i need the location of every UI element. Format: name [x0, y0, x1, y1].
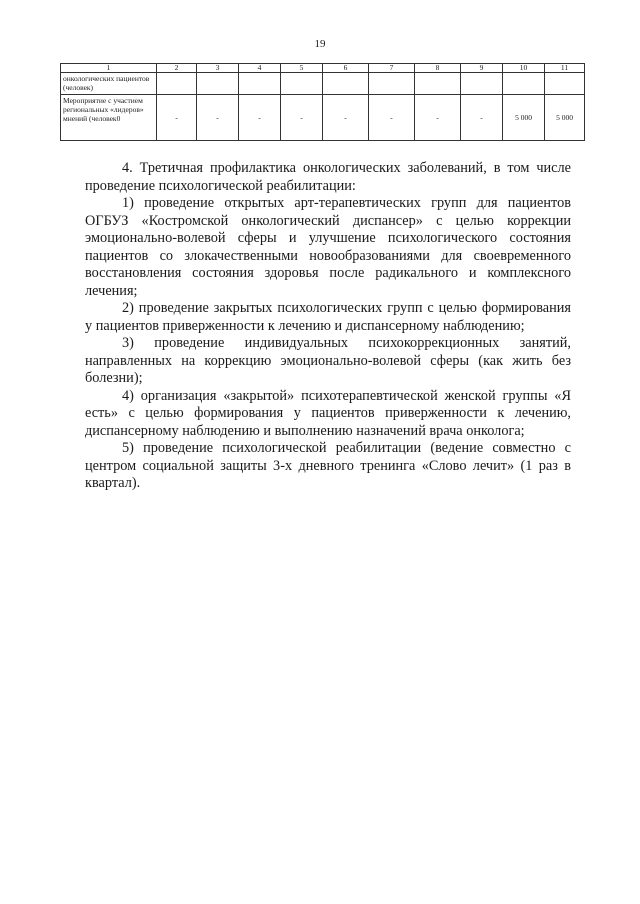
- table-cell: [281, 73, 323, 95]
- table-header-cell: 8: [415, 64, 461, 73]
- table-header-cell: 11: [545, 64, 585, 73]
- table-cell: [503, 73, 545, 95]
- section-heading: 4. Третичная профилактика онкологических заболеваний, в том числе проведение психологической реабилитации:: [85, 160, 571, 194]
- table-header-cell: 4: [239, 64, 281, 73]
- list-item: 3) проведение индивидуальных психокоррекционных занятий, направленных на коррекцию эмоционально-волевой сферы (как жить без болезни);: [85, 335, 571, 386]
- table-cell: [239, 73, 281, 95]
- table-cell: [323, 73, 369, 95]
- table-row: [61, 95, 585, 141]
- list-item: 4) организация «закрытой» психотерапевтической женской группы «Я есть» с целью формирования у пациентов приверженности к лечению, диспансерному наблюдению и выполнению назначений врача онколога;: [85, 387, 571, 439]
- table-header-cell: 3: [197, 64, 239, 73]
- table-cell: [415, 73, 461, 95]
- table-cell: [157, 73, 197, 95]
- table-cell: -: [415, 95, 461, 141]
- table-header-cell: 10: [503, 64, 545, 73]
- table-header-cell: 6: [323, 64, 369, 73]
- list-item: 2) проведение закрытых психологических групп с целью формирования у пациентов приверженности к лечению и диспансерному наблюдению;: [85, 300, 571, 334]
- table-cell: [545, 73, 585, 95]
- data-table: [60, 63, 585, 141]
- body-text: [85, 160, 571, 493]
- table-cell: -: [323, 95, 369, 141]
- table-cell: [461, 73, 503, 95]
- table-cell: -: [157, 95, 197, 141]
- table-header-cell: 9: [461, 64, 503, 73]
- table-cell: -: [369, 95, 415, 141]
- table-cell: 5 000: [545, 95, 585, 141]
- table-cell: -: [461, 95, 503, 141]
- table-cell: -: [239, 95, 281, 141]
- table-cell: [197, 73, 239, 95]
- table-cell: -: [197, 95, 239, 141]
- table-cell: [369, 73, 415, 95]
- table-row-label: онкологических пациентов (человек): [61, 73, 157, 95]
- table-header-row: [61, 64, 585, 73]
- list-item: 5) проведение психологической реабилитации (ведение совместно с центром социальной защиты 3-х дневного тренинга «Слово лечит» (1 раз в квартал).: [85, 440, 571, 491]
- table-header-cell: 7: [369, 64, 415, 73]
- table-header-cell: 5: [281, 64, 323, 73]
- table-header-cell: 1: [61, 64, 157, 73]
- list-item: 1) проведение открытых арт-терапевтических групп для пациентов ОГБУЗ «Костромской онкологический диспансер» с целью коррекции эмоционально-волевой сферы и улучшение психологического состояния пациентов со злокачественными новообразованиями для своевременного восстановления состояния здоровья после радикального и комплексного лечения;: [85, 195, 571, 299]
- table-cell: -: [281, 95, 323, 141]
- table-row: [61, 73, 585, 95]
- page-number: 19: [314, 38, 326, 50]
- table-row-label: Мероприятие с участием региональных «лидеров» мнений (человек0: [61, 95, 157, 141]
- table-header-cell: 2: [157, 64, 197, 73]
- table-cell: 5 000: [503, 95, 545, 141]
